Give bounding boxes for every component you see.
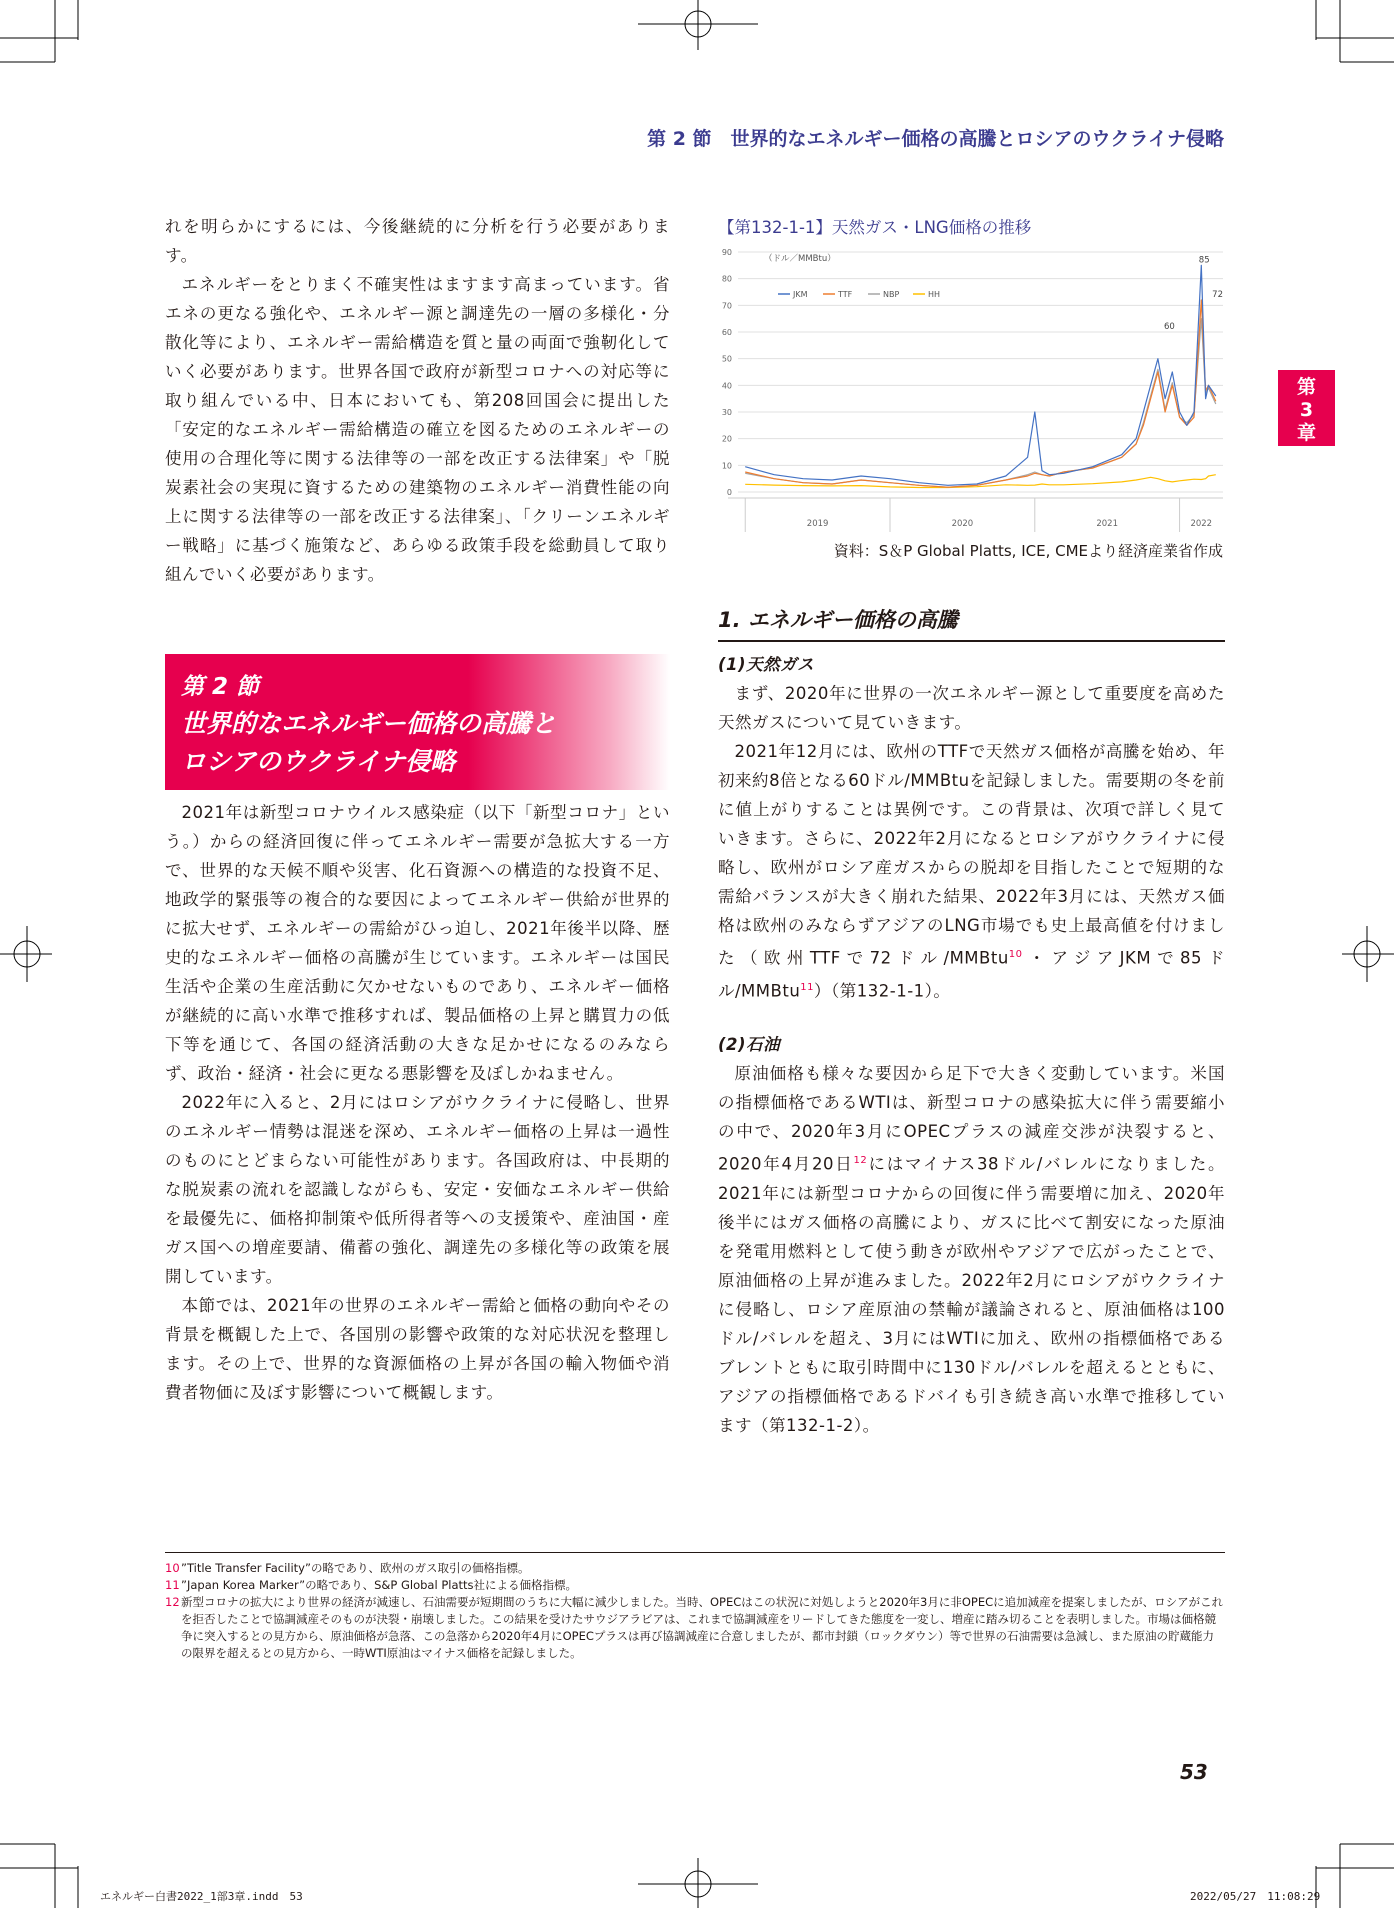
x-tick-label: 2021 — [1096, 519, 1118, 529]
page-number: 53 — [1180, 1760, 1208, 1784]
footnote-number: 12 — [165, 1595, 180, 1609]
paragraph — [718, 1059, 1225, 1440]
y-tick-label: 60 — [721, 328, 732, 337]
chart-title: 【第132-1-1】天然ガス・LNG価格の推移 — [718, 218, 1032, 237]
y-tick-label: 90 — [721, 248, 732, 257]
text: 2021年12月には、欧州のTTFで天然ガス価格が高騰を始め、年初来約8倍となる60ドル/MMBtuを記録しました。需要期の冬を前に値上がりすることは異例です。この背景は、次項で詳しく見ていきます。さらに、2022年2月になるとロシアがウクライナに侵略し、欧州がロシア産ガスからの脱却を目指したことで短期的な需給バランスが大きく崩れた結果、2022年3月には、天然ガス価格は欧州のみならずアジアのLNG市場でも史上最高値を付けました（欧州TTFで72ドル/MMBtu — [718, 742, 1225, 968]
legend-label: JKM — [793, 290, 808, 299]
heading-energy-prices: 1. エネルギー価格の高騰 — [718, 604, 1225, 642]
paragraph: エネルギーをとりまく不確実性はますます高まっています。省エネの更なる強化や、エネルギー源と調達先の一層の多様化・分散化等により、エネルギー需給構造を質と量の両面で強靭化していく必要があります。世界各国で政府が新型コロナへの対応等に取り組んでいる中、日本においても、第208回国会に提出した「安定的なエネルギー需給構造の確立を図るためのエネルギーの使用の合理化等に関する法律等の一部を改正する法律案」や「脱炭素社会の実現に資するための建築物のエネルギー消費性能の向上に関する法律等の一部を改正する法律案」、「クリーンエネルギー戦略」に基づく施策など、あらゆる政策手段を総動員して取り組んでいく必要があります。 — [165, 275, 670, 584]
gas-price-chart — [718, 244, 1225, 532]
footnote-rule — [165, 1552, 1225, 1553]
footnotes — [165, 1560, 1225, 1662]
footnote — [165, 1560, 1225, 1577]
data-annotation: 85 — [1198, 255, 1210, 266]
footnote-text: 新型コロナの拡大により世界の経済が減速し、石油需要が短期間のうちに大幅に減少しました。当時、OPECはこの状況に対処しようと2020年3月に非OPECに追加減産を提案しましたが、ロシアがこれを拒否したことで協調減産そのものが決裂・崩壊しました。この結果を受けたサウジアラビアは、これまで協調減産をリードしてきた態度を一変し、増産に踏み切ることを表明しました。市場は価格競争に突入するとの見方から、原油価格が急落、この急落から2020年4月にOPECプラスは再び協調減産に合意しましたが、都市封鎖（ロックダウン）等で世界の石油需要は急減し、また原油の貯蔵能力の限界を超えるとの見方から、一時WTI原油はマイナス価格を記録しました。 — [181, 1595, 1224, 1660]
paragraph: 本節では、2021年の世界のエネルギー需給と価格の動向やその背景を概観した上で、各国別の影響や政策的な対応状況を整理します。その上で、世界的な資源価格の上昇が各国の輸入物価や消費者物価に及ぼす影響について概観します。 — [165, 1296, 670, 1402]
y-tick-label: 10 — [721, 461, 732, 471]
x-tick-label: 2022 — [1190, 519, 1213, 529]
legend-label: HH — [928, 290, 941, 299]
left-column-top — [165, 212, 670, 589]
subheading-natural-gas: (1)天然ガス — [718, 655, 815, 674]
footnote-text: ”Japan Korea Marker”の略であり、S&P Global Platts社による価格指標。 — [181, 1578, 578, 1592]
data-annotation: 72 — [1212, 290, 1223, 300]
chapter-tab-char: 章 — [1296, 422, 1316, 444]
footnote-number: 11 — [165, 1578, 180, 1592]
data-annotation: 60 — [1164, 322, 1175, 332]
y-axis-label: （ドル／MMBtu） — [764, 254, 836, 264]
paragraph — [718, 737, 1225, 1005]
footnote — [165, 1577, 1225, 1594]
slug-left: エネルギー白書2022_1部3章.indd 53 — [100, 1890, 303, 1903]
footnote — [165, 1594, 1225, 1662]
chapter-tab-char: 第 — [1296, 376, 1316, 398]
section-heading-box — [165, 654, 670, 790]
footnote-ref[interactable]: 12 — [853, 1155, 868, 1166]
section-title-line1: 世界的なエネルギー価格の高騰と — [181, 709, 557, 738]
y-tick-label: 50 — [721, 354, 732, 364]
y-tick-label: 80 — [721, 274, 732, 284]
series-line-jkm — [745, 265, 1216, 485]
series-line-hh — [745, 475, 1216, 488]
text: ）（第132-1-1）。 — [814, 981, 951, 1000]
x-tick-label: 2019 — [806, 519, 829, 529]
footnote-text: ”Title Transfer Facility”の略であり、欧州のガス取引の価格指標。 — [181, 1561, 530, 1575]
text: ・アジアJKMで85ドル/MMBtu — [718, 948, 1225, 1000]
y-tick-label: 20 — [721, 434, 732, 444]
legend-label: NBP — [883, 290, 900, 299]
subheading-oil: (2)石油 — [718, 1035, 781, 1054]
section-number: 第 2 節 — [181, 674, 260, 700]
paragraph: まず、2020年に世界の一次エネルギー源として重要度を高めた天然ガスについて見ていきます。 — [718, 684, 1225, 732]
paragraph: 2021年は新型コロナウイルス感染症（以下「新型コロナ」という。）からの経済回復に伴ってエネルギー需要が急拡大する一方で、世界的な天候不順や災害、化石資源への構造的な投資不足、地政学的緊張等の複合的な要因によってエネルギー供給が世界的に拡大せず、エネルギーの需給がひっ迫し、2021年後半以降、歴史的なエネルギー価格の高騰が生じています。エネルギーは国民生活や企業の生産活動に欠かせないものであり、エネルギー価格が継続的に高い水準で推移すれば、製品価格の上昇と購買力の低下等を通じて、各国の経済活動の大きな足かせになるのみならず、政治・経済・社会に更なる悪影響を及ぼしかねません。 — [165, 803, 670, 1083]
series-line-nbp — [745, 319, 1216, 488]
y-tick-label: 40 — [721, 381, 732, 391]
running-head: 第 2 節 世界的なエネルギー価格の高騰とロシアのウクライナ侵略 — [647, 128, 1224, 150]
right-column — [718, 650, 1225, 1440]
legend-label: TTF — [838, 290, 853, 299]
footnote-ref[interactable]: 10 — [1008, 949, 1023, 960]
y-tick-label: 70 — [721, 301, 732, 311]
footnote-number: 10 — [165, 1561, 180, 1575]
text: にはマイナス38ドル/バレルになりました。2021年には新型コロナからの回復に伴う需要増に加え、2020年後半にはガス価格の高騰により、ガスに比べて割安になった原油を発電用燃料として使う動きが欧州やアジアで広がったことで、原油価格の上昇が進みました。2022年2月にロシアがウクライナに侵略し、ロシア産原油の禁輸が議論されると、原油価格は100ドル/バレルを超え、3月にはWTIに加え、欧州の指標価格であるブレントともに取引時間中に130ドル/バレルを超えるとともに、アジアの指標価格であるドバイも引き続き高い水準で推移しています（第132-1-2）。 — [718, 1154, 1225, 1435]
section-title-line2: ロシアのウクライナ侵略 — [181, 747, 456, 776]
paragraph: れを明らかにするには、今後継続的に分析を行う必要があります。 — [165, 217, 670, 265]
chart-source: 資料：S＆P Global Platts, ICE, CMEより経済産業省作成 — [833, 542, 1223, 560]
series-line-ttf — [745, 300, 1216, 487]
chapter-tab-char: 3 — [1299, 399, 1314, 421]
footnote-ref[interactable]: 11 — [800, 981, 815, 993]
y-tick-label: 30 — [721, 408, 732, 417]
paragraph: 2022年に入ると、2月にはロシアがウクライナに侵略し、世界のエネルギー情勢は混迷を深め、エネルギー価格の上昇は一過性のものにとどまらない可能性があります。各国政府は、中長期的な脱炭素の流れを認識しながらも、安定・安価なエネルギー供給を最優先に、価格抑制策や低所得者等への支援策や、産油国・産ガス国への増産要請、備蓄の強化、調達先の多様化等の政策を展開しています。 — [165, 1093, 670, 1286]
chapter-tab — [1278, 370, 1335, 446]
x-tick-label: 2020 — [951, 519, 974, 529]
slug-right: 2022/05/27 11:08:29 — [1190, 1890, 1321, 1903]
y-tick-label: 0 — [726, 488, 732, 497]
text: 原油価格も様々な要因から足下で大きく変動しています。米国の指標価格であるWTIは、新型コロナの感染拡大に伴う需要縮小の中で、2020年3月にOPECプラスの減産交渉が決裂すると、2020年4月20日 — [718, 1064, 1225, 1174]
left-column-bottom — [165, 798, 670, 1407]
